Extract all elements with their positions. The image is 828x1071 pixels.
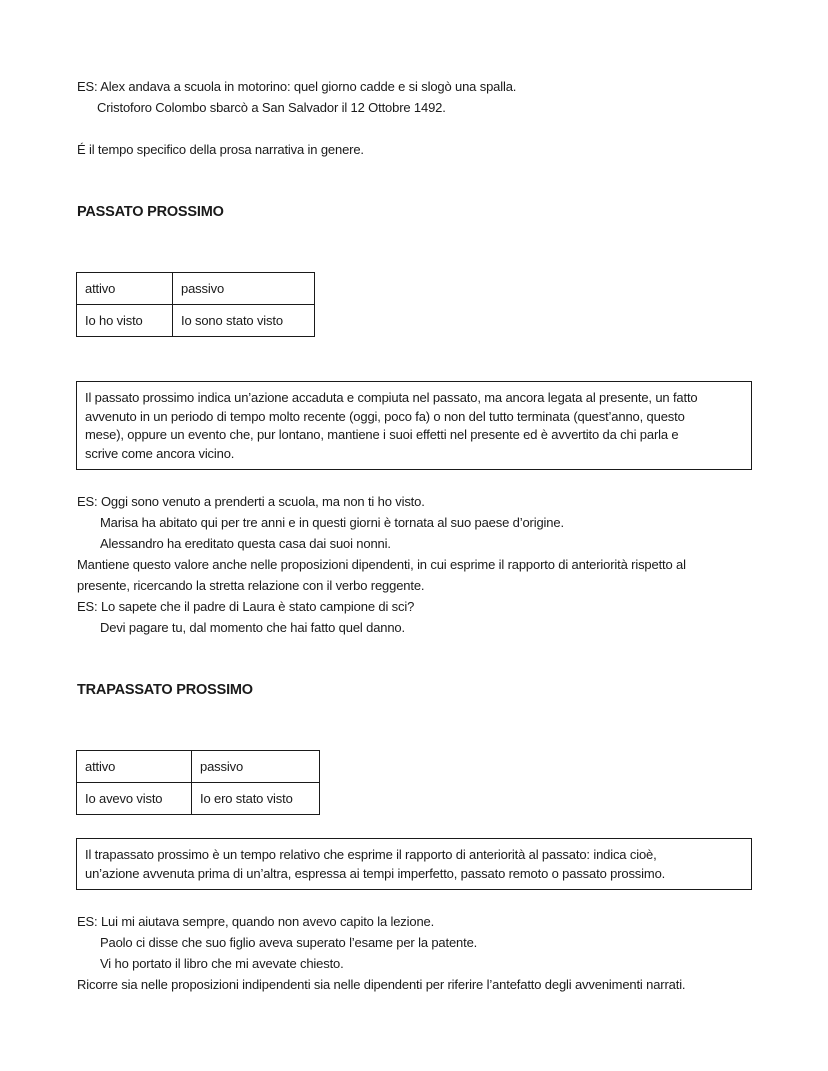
section-heading-passato-prossimo: PASSATO PROSSIMO [77, 204, 224, 220]
definition-line: un’azione avvenuta prima di un’altra, espressa ai tempi imperfetto, passato remoto o passato prossimo. [85, 865, 666, 881]
conjugation-table-trapassato-prossimo [76, 750, 320, 815]
table-cell: Io ero stato visto [192, 783, 320, 815]
definition-line: mese), oppure un evento che, pur lontano, mantiene i suoi effetti nel presente ed è avvertito da chi parla e [85, 427, 679, 442]
table-header-cell: passivo [192, 751, 320, 783]
table-cell: Io ho visto [77, 305, 173, 337]
example-line: Paolo ci disse che suo figlio aveva superato l’esame per la patente. [100, 935, 478, 950]
table-header-cell: attivo [77, 751, 192, 783]
example-line: Marisa ha abitato qui per tre anni e in questi giorni è tornata al suo paese d’origine. [100, 515, 564, 530]
definition-line: avvenuto in un periodo di tempo molto recente (oggi, poco fa) o non del tutto terminata (quest’anno, questo [85, 408, 685, 424]
example-line: Alessandro ha ereditato questa casa dai suoi nonni. [100, 536, 391, 551]
table-cell: Io avevo visto [77, 783, 192, 815]
example-line: Vi ho portato il libro che mi avevate chiesto. [100, 956, 344, 971]
table-header-row [77, 751, 320, 783]
table-row [77, 783, 320, 815]
example-line: Cristoforo Colombo sbarcò a San Salvador il 12 Ottobre 1492. [97, 100, 446, 115]
table-header-cell: passivo [173, 273, 315, 305]
note-line: presente, ricercando la stretta relazione con il verbo reggente. [77, 578, 425, 593]
intro-note: É il tempo specifico della prosa narrativa in genere. [77, 142, 364, 157]
example-line: ES: Lo sapete che il padre di Laura è stato campione di sci? [77, 599, 415, 614]
conjugation-table-passato-prossimo [76, 272, 315, 337]
definition-line: scrive come ancora vicino. [85, 445, 235, 461]
section-heading-trapassato-prossimo: TRAPASSATO PROSSIMO [77, 682, 253, 698]
table-header-row [77, 273, 315, 305]
example-line: ES: Oggi sono venuto a prenderti a scuola, ma non ti ho visto. [77, 494, 425, 509]
example-line: Devi pagare tu, dal momento che hai fatto quel danno. [100, 620, 405, 635]
definition-line: Il passato prossimo indica un’azione accaduta e compiuta nel passato, ma ancora legata al presente, un fatto [85, 390, 698, 405]
table-row [77, 305, 315, 337]
note-line: Ricorre sia nelle proposizioni indipendenti sia nelle dipendenti per riferire l’antefatto degli avvenimenti narrati. [77, 977, 686, 992]
example-line: ES: Lui mi aiutava sempre, quando non avevo capito la lezione. [77, 914, 435, 929]
definition-box-trapassato-prossimo [76, 838, 752, 890]
example-line: ES: Alex andava a scuola in motorino: quel giorno cadde e si slogò una spalla. [77, 79, 517, 94]
definition-line: Il trapassato prossimo è un tempo relativo che esprime il rapporto di anteriorità al passato: indica cioè, [85, 847, 657, 862]
table-cell: Io sono stato visto [173, 305, 315, 337]
definition-box-passato-prossimo [76, 381, 752, 470]
table-header-cell: attivo [77, 273, 173, 305]
note-line: Mantiene questo valore anche nelle proposizioni dipendenti, in cui esprime il rapporto di anteriorità rispetto al [77, 557, 686, 572]
